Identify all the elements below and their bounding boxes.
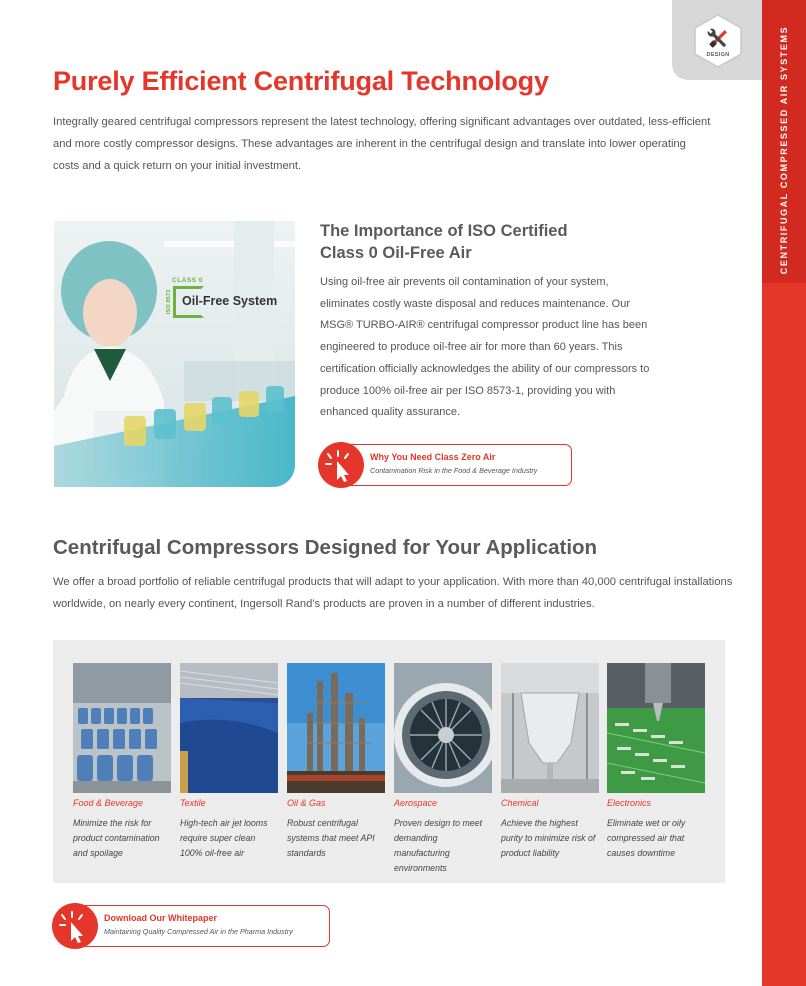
click-icon — [318, 442, 364, 488]
hero-image — [54, 221, 295, 487]
textile-photo — [180, 663, 278, 793]
cta-subtitle: Maintaining Quality Compressed Air in the Pharma Industry — [104, 927, 293, 936]
cta-title: Why You Need Class Zero Air — [370, 452, 496, 462]
industry-name: Chemical — [501, 798, 539, 808]
cta-box — [64, 905, 330, 947]
industry-desc: High-tech air jet looms require super clean 100% oil-free air — [180, 818, 268, 858]
iso-vertical-label: ISO 8573 — [166, 289, 172, 315]
cta-title: Download Our Whitepaper — [104, 913, 218, 923]
iso-title-line2: Class 0 Oil-Free Air — [320, 244, 472, 262]
class-0-label: CLASS 0 — [172, 277, 203, 284]
industry-electronics — [607, 663, 705, 858]
industry-name: Food & Beverage — [73, 798, 144, 808]
page-title: Purely Efficient Centrifugal Technology — [53, 66, 549, 96]
industry-name: Aerospace — [394, 798, 438, 808]
iso-section-title — [320, 220, 568, 264]
intro-paragraph: Integrally geared centrifugal compressors represent the latest technology, offering significant advantages over outdated, less-efficient and more costly compressor designs. These advantages are inherent in the centrifugal design and translate into lower operating costs and a quick return on your initial investment. — [53, 116, 711, 172]
industry-aerospace — [394, 663, 492, 873]
design-label: DESIGN — [706, 52, 730, 58]
iso-section-body: Using oil-free air prevents oil contamination of your system, eliminates costly waste disposal and reduces maintenance. Our MSG® TURBO-AIR® centrifugal compressor product line has been engineered to produce oil-free air for more than 60 years. This certification officially acknowledges the ability of our compressors to produce 100% oil-free air per ISO 8573-1, providing you with enhanced quality assurance. — [320, 276, 650, 419]
industry-desc: Proven design to meet demanding manufacturing environments — [394, 818, 483, 873]
iso-title-line1: The Importance of ISO Certified — [320, 222, 568, 240]
industry-oil-gas — [287, 663, 385, 858]
industry-desc: Achieve the highest purity to minimize risk of product liability — [501, 818, 596, 858]
industry-textile — [180, 663, 278, 858]
applications-title: Centrifugal Compressors Designed for Your Application — [53, 536, 598, 559]
applications-intro: We offer a broad portfolio of reliable centrifugal products that will adapt to your application. With more than 40,000 centrifugal installations worldwide, on nearly every continent, Ingersoll Rand's products are proven in a number of different industries. — [53, 576, 733, 610]
wrench-screwdriver-icon — [690, 13, 746, 69]
oil-free-label: Oil-Free System — [182, 294, 278, 308]
industry-chemical — [501, 663, 599, 858]
industry-desc: Robust centrifugal systems that meet API standards — [287, 818, 375, 858]
side-band-label: CENTRIFUGAL COMPRESSED AIR SYSTEMS — [779, 25, 789, 275]
cta-box — [330, 444, 572, 486]
industry-desc: Minimize the risk for product contamination and spoilage — [73, 818, 160, 858]
click-icon — [52, 903, 98, 949]
oil-gas-photo — [287, 663, 385, 793]
industry-food-beverage — [73, 663, 171, 858]
food-beverage-photo — [73, 663, 171, 793]
industry-name: Oil & Gas — [287, 798, 326, 808]
aerospace-photo — [394, 663, 492, 793]
industry-desc: Eliminate wet or oily compressed air that causes downtime — [607, 818, 686, 858]
download-whitepaper-link[interactable] — [52, 902, 332, 952]
cta-subtitle: Contamination Risk in the Food & Beverage Industry — [370, 466, 538, 475]
electronics-photo — [607, 663, 705, 793]
industry-name: Textile — [180, 798, 206, 808]
chemical-photo — [501, 663, 599, 793]
industry-name: Electronics — [607, 798, 652, 808]
class-zero-link[interactable] — [318, 440, 574, 490]
